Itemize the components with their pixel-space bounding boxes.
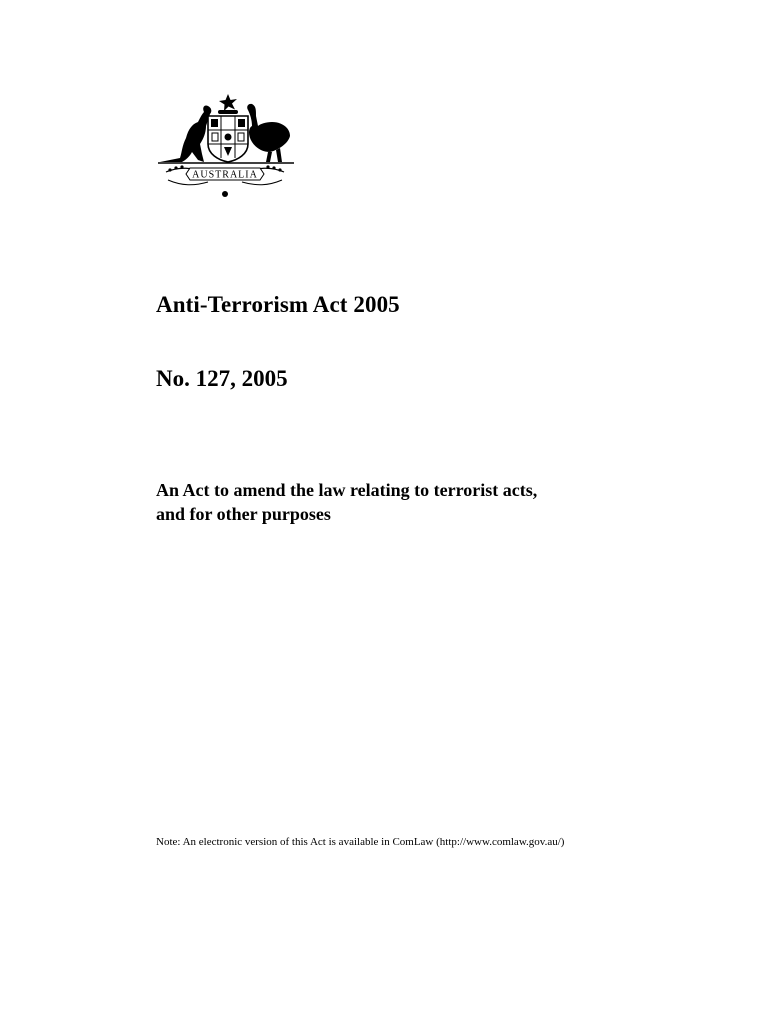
act-title: Anti-Terrorism Act 2005	[156, 292, 400, 317]
kangaroo-icon	[160, 105, 211, 162]
coat-of-arms-logo	[152, 90, 298, 202]
long-title-line-1: An Act to amend the law relating to terrorist acts,	[156, 480, 538, 500]
act-number: No. 127, 2005	[156, 366, 288, 391]
long-title-line-2: and for other purposes	[156, 504, 331, 524]
electronic-version-note: Note: An electronic version of this Act is available in ComLaw (http://www.comlaw.gov.au/)	[156, 836, 565, 848]
act-long-title	[156, 478, 636, 526]
crest-scroll-text: AUSTRALIA	[192, 169, 258, 181]
commonwealth-star-icon	[219, 94, 237, 111]
emu-icon	[247, 104, 290, 162]
